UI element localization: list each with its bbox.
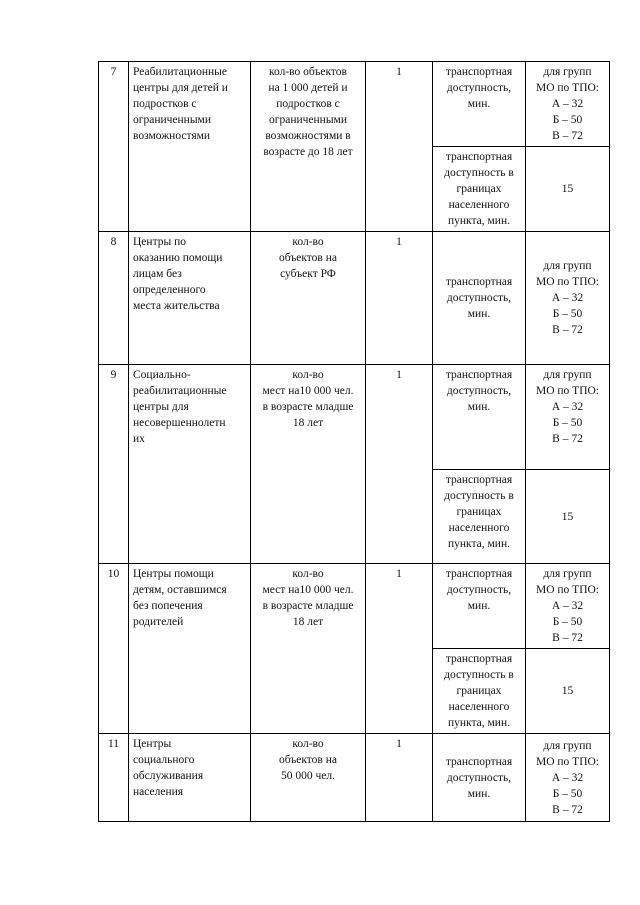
text-line: доступность в bbox=[444, 167, 514, 179]
text-line: субъект РФ bbox=[280, 268, 336, 280]
text-line: В – 72 bbox=[552, 803, 583, 816]
text-line: А – 32 bbox=[551, 600, 584, 612]
table-body bbox=[99, 62, 610, 822]
unit-of-measure bbox=[251, 232, 366, 365]
text-line: родителей bbox=[133, 616, 184, 628]
facility-name bbox=[129, 734, 251, 822]
row-number: 7 bbox=[99, 62, 129, 232]
text-line: 18 лет bbox=[292, 417, 324, 429]
text-line: ограниченными bbox=[133, 114, 211, 126]
text-line: доступность в bbox=[444, 490, 514, 502]
indicator-threshold bbox=[526, 734, 610, 822]
text-line: Центры по bbox=[133, 236, 186, 248]
text-line: Б – 50 bbox=[552, 114, 583, 126]
text-line: МО по ТПО: bbox=[535, 82, 599, 94]
text-line: их bbox=[133, 433, 145, 445]
text-line: Б – 50 bbox=[552, 787, 583, 800]
table-row bbox=[99, 365, 610, 470]
text-line: 18 лет bbox=[292, 616, 324, 628]
text-line: транспортная bbox=[445, 755, 513, 768]
table-row bbox=[99, 62, 610, 147]
text-line: населенного bbox=[448, 199, 510, 211]
facility-name bbox=[129, 564, 251, 734]
text-line: границах bbox=[456, 183, 502, 195]
text-line: доступность, bbox=[446, 584, 512, 596]
text-line: кол-во bbox=[292, 738, 324, 750]
text-line: транспортная bbox=[445, 369, 513, 381]
indicator-label bbox=[433, 470, 526, 564]
unit-of-measure bbox=[251, 62, 366, 232]
text-line: А – 32 bbox=[551, 292, 584, 304]
facility-name bbox=[129, 365, 251, 564]
text-line: для групп bbox=[543, 568, 592, 580]
indicator-threshold bbox=[526, 470, 610, 564]
standard-value: 1 bbox=[366, 365, 433, 564]
indicator-threshold bbox=[526, 365, 610, 470]
text-line: Центры bbox=[133, 738, 172, 750]
indicator-label bbox=[433, 232, 526, 365]
text-line: мин. bbox=[467, 600, 491, 612]
text-line: центры для детей и bbox=[133, 82, 228, 94]
text-line: места жительства bbox=[133, 300, 220, 312]
text-line: Б – 50 bbox=[552, 308, 583, 320]
text-line: для групп bbox=[543, 369, 592, 381]
facility-name bbox=[129, 62, 251, 232]
text-line: мин. bbox=[467, 308, 491, 320]
indicator-label bbox=[433, 147, 526, 232]
text-line: А – 32 bbox=[551, 771, 584, 784]
text-line: мест на10 000 чел. bbox=[262, 584, 354, 596]
row-number: 9 bbox=[99, 365, 129, 564]
text-line: транспортная bbox=[445, 653, 513, 665]
text-line: детям, оставшимся bbox=[133, 584, 227, 596]
text-line: центры для bbox=[133, 401, 189, 413]
text-line: кол-во bbox=[292, 369, 324, 381]
text-line: кол-во bbox=[292, 236, 324, 248]
text-line: населенного bbox=[448, 701, 510, 713]
unit-of-measure bbox=[251, 564, 366, 734]
text-line: доступность в bbox=[444, 669, 514, 681]
text-line: определенного bbox=[133, 284, 206, 296]
text-line: В – 72 bbox=[552, 632, 583, 644]
text-line: транспортная bbox=[445, 276, 513, 288]
text-line: 50 000 чел. bbox=[280, 770, 335, 782]
text-line: пункта, мин. bbox=[448, 717, 510, 729]
standards-table bbox=[98, 61, 610, 822]
standard-value: 1 bbox=[366, 232, 433, 365]
text-line: МО по ТПО: bbox=[535, 276, 599, 288]
text-line: 15 bbox=[561, 183, 574, 195]
text-line: возможностями bbox=[133, 130, 211, 142]
text-line: мин. bbox=[467, 401, 491, 413]
text-line: транспортная bbox=[445, 474, 513, 486]
indicator-threshold bbox=[526, 564, 610, 649]
text-line: для групп bbox=[543, 739, 592, 752]
indicator-threshold bbox=[526, 232, 610, 365]
text-line: 15 bbox=[561, 510, 574, 523]
text-line: мин. bbox=[467, 98, 491, 110]
text-line: пункта, мин. bbox=[448, 215, 510, 227]
standard-value: 1 bbox=[366, 734, 433, 822]
indicator-threshold bbox=[526, 649, 610, 734]
unit-of-measure bbox=[251, 365, 366, 564]
text-line: без попечения bbox=[133, 600, 203, 612]
text-line: границах bbox=[456, 506, 502, 518]
text-line: В – 72 bbox=[552, 433, 583, 445]
text-line: пункта, мин. bbox=[448, 538, 510, 550]
text-line: кол-во объектов bbox=[268, 66, 347, 78]
text-line: МО по ТПО: bbox=[535, 385, 599, 397]
indicator-threshold bbox=[526, 147, 610, 232]
text-line: социального bbox=[133, 754, 195, 766]
text-line: МО по ТПО: bbox=[535, 584, 599, 596]
text-line: кол-во bbox=[292, 568, 324, 580]
text-line: А – 32 bbox=[551, 98, 584, 110]
text-line: В – 72 bbox=[552, 324, 583, 336]
text-line: объектов на bbox=[279, 754, 337, 766]
indicator-label bbox=[433, 649, 526, 734]
text-line: Б – 50 bbox=[552, 616, 583, 628]
text-line: доступность, bbox=[446, 771, 512, 784]
text-line: объектов на bbox=[279, 252, 337, 264]
text-line: для групп bbox=[543, 260, 592, 272]
text-line: мин. bbox=[467, 787, 491, 800]
text-line: подростков с bbox=[133, 98, 197, 110]
indicator-label bbox=[433, 734, 526, 822]
indicator-label bbox=[433, 62, 526, 147]
table-row bbox=[99, 734, 610, 822]
text-line: доступность, bbox=[446, 82, 512, 94]
text-line: границах bbox=[456, 685, 502, 697]
text-line: для групп bbox=[543, 66, 592, 78]
facility-name bbox=[129, 232, 251, 365]
text-line: транспортная bbox=[445, 151, 513, 163]
standard-value: 1 bbox=[366, 564, 433, 734]
text-line: В – 72 bbox=[552, 130, 583, 142]
row-number: 8 bbox=[99, 232, 129, 365]
text-line: возрасте до 18 лет bbox=[263, 146, 353, 158]
table-row bbox=[99, 232, 610, 365]
text-line: А – 32 bbox=[551, 401, 584, 413]
text-line: в возрасте младше bbox=[262, 401, 354, 413]
text-line: Б – 50 bbox=[552, 417, 583, 429]
text-line: Реабилитационные bbox=[133, 66, 227, 78]
text-line: доступность, bbox=[446, 292, 512, 304]
row-number: 11 bbox=[99, 734, 129, 822]
text-line: Социально- bbox=[133, 369, 191, 381]
row-number: 10 bbox=[99, 564, 129, 734]
text-line: обслуживания bbox=[133, 770, 204, 782]
standard-value: 1 bbox=[366, 62, 433, 232]
indicator-threshold bbox=[526, 62, 610, 147]
text-line: реабилитационные bbox=[133, 385, 227, 397]
text-line: на 1 000 детей и bbox=[268, 82, 348, 94]
text-line: населенного bbox=[448, 522, 510, 534]
text-line: МО по ТПО: bbox=[535, 755, 599, 768]
text-line: возможностями в bbox=[265, 130, 351, 142]
indicator-label bbox=[433, 365, 526, 470]
text-line: подростков с bbox=[276, 98, 340, 110]
text-line: доступность, bbox=[446, 385, 512, 397]
text-line: ограниченными bbox=[269, 114, 347, 126]
text-line: в возрасте младше bbox=[262, 600, 354, 612]
text-line: транспортная bbox=[445, 66, 513, 78]
text-line: Центры помощи bbox=[133, 568, 214, 580]
text-line: населения bbox=[133, 786, 184, 798]
indicator-label bbox=[433, 564, 526, 649]
text-line: лицам без bbox=[133, 268, 182, 280]
text-line: несовершеннолетн bbox=[133, 417, 226, 429]
text-line: мест на10 000 чел. bbox=[262, 385, 354, 397]
text-line: оказанию помощи bbox=[133, 252, 223, 264]
table-row bbox=[99, 564, 610, 649]
text-line: транспортная bbox=[445, 568, 513, 580]
unit-of-measure bbox=[251, 734, 366, 822]
text-line: 15 bbox=[561, 685, 574, 697]
